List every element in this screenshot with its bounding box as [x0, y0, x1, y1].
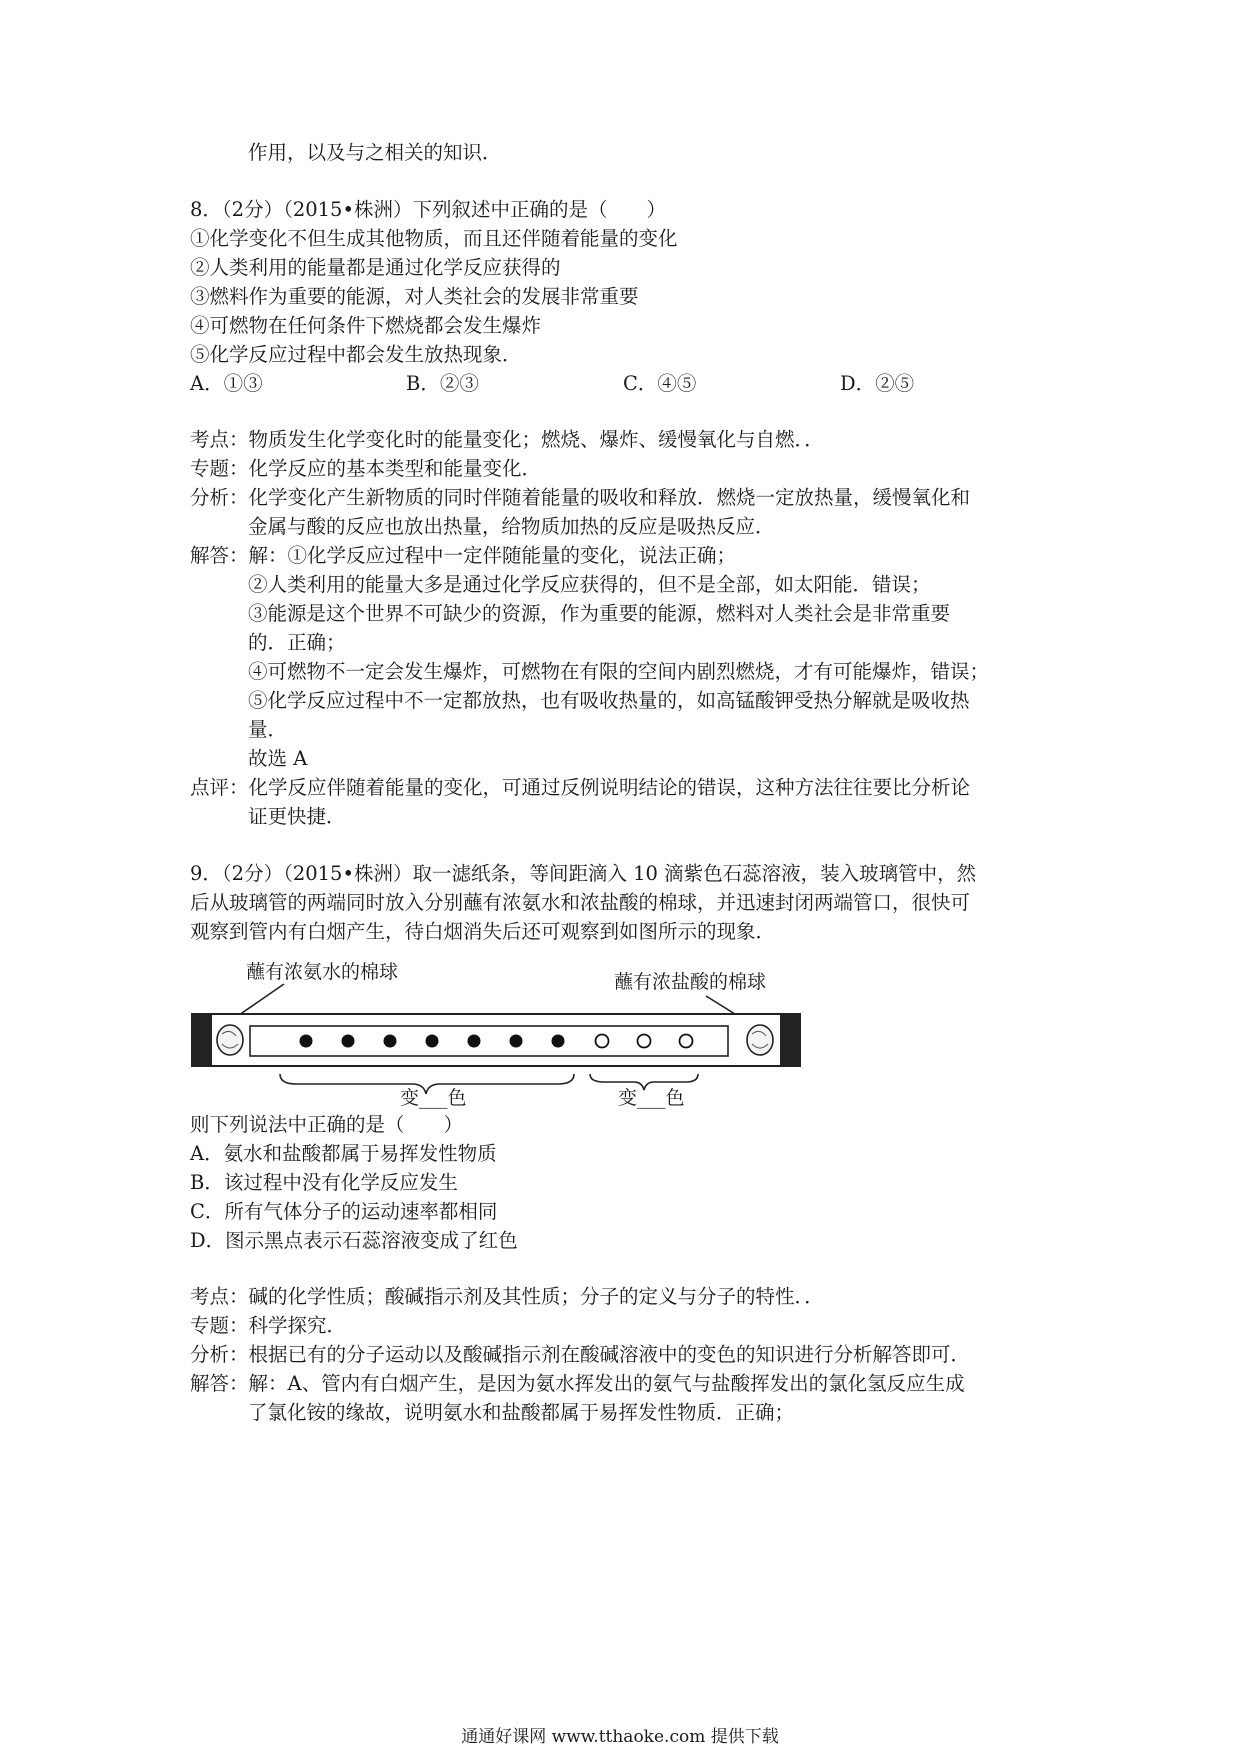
glass-tube-figure: [186, 952, 826, 1112]
q8-jieda-line-2: ②人类利用的能量大多是通过化学反应获得的，但不是全部，如太阳能．错误；: [248, 573, 931, 596]
right-cotton-ball: [747, 1025, 773, 1055]
left-cotton-label: 蘸有浓氨水的棉球: [246, 961, 399, 983]
q8-option-a: A．①③: [190, 372, 263, 395]
q8-fenxi-line-1: 分析：化学变化产生新物质的同时伴随着能量的吸收和释放．燃烧一定放热量，缓慢氧化和: [190, 486, 971, 509]
right-brace-label: 变___色: [618, 1087, 685, 1109]
q8-stem: 8．（2分）（2015•株洲）下列叙述中正确的是（ ）: [190, 198, 666, 221]
white-dot: [596, 1035, 609, 1048]
white-dot: [680, 1035, 693, 1048]
q8-item-2: ②人类利用的能量都是通过化学反应获得的: [190, 256, 561, 279]
q8-option-c: C．④⑤: [623, 372, 697, 395]
q8-option-d: D．②⑤: [840, 372, 915, 395]
q9-stem-line-2: 后从玻璃管的两端同时放入分别蘸有浓氨水和浓盐酸的棉球，并迅速封闭两端管口，很快可: [190, 891, 971, 914]
q9-zhuanti: 专题：科学探究．: [190, 1314, 347, 1337]
right-cotton-label: 蘸有浓盐酸的棉球: [614, 971, 767, 993]
q8-jieda-line-3: ③能源是这个世界不可缺少的资源，作为重要的能源，燃料对人类社会是非常重要: [248, 602, 951, 625]
left-cotton-ball: [217, 1025, 243, 1055]
right-end-cap: [780, 1014, 800, 1066]
q9-jieda-line-1: 解答：解：A、管内有白烟产生，是因为氨水挥发出的氨气与盐酸挥发出的氯化氢反应生成: [190, 1372, 965, 1395]
q8-jieda-line-7: 量．: [248, 718, 288, 741]
q9-option-a: A．氨水和盐酸都属于易挥发性物质: [190, 1142, 497, 1165]
left-brace-label: 变___色: [400, 1087, 467, 1109]
q8-jieda-line-5: ④可燃物不一定会发生爆炸，可燃物在有限的空间内剧烈燃烧，才有可能爆炸，错误；: [248, 660, 990, 683]
black-dot: [300, 1035, 313, 1048]
q8-fenxi-line-2: 金属与酸的反应也放出热量，给物质加热的反应是吸热反应．: [248, 515, 775, 538]
black-dot: [552, 1035, 565, 1048]
q9-option-b: B．该过程中没有化学反应发生: [190, 1171, 458, 1194]
q8-item-1: ①化学变化不但生成其他物质，而且还伴随着能量的变化: [190, 227, 678, 250]
black-dot: [510, 1035, 523, 1048]
q9-question: 则下列说法中正确的是（ ）: [190, 1113, 464, 1136]
black-dot: [426, 1035, 439, 1048]
q8-item-5: ⑤化学反应过程中都会发生放热现象．: [190, 343, 522, 366]
q8-dianping-line-2: 证更快捷．: [248, 805, 346, 828]
q8-item-3: ③燃料作为重要的能源，对人类社会的发展非常重要: [190, 285, 639, 308]
continuation-line: 作用，以及与之相关的知识．: [248, 141, 502, 164]
filter-paper-strip: [250, 1026, 728, 1056]
q9-stem-line-3: 观察到管内有白烟产生，待白烟消失后还可观察到如图所示的现象．: [190, 920, 776, 943]
q9-option-d: D．图示黑点表示石蕊溶液变成了红色: [190, 1229, 518, 1252]
q9-option-c: C．所有气体分子的运动速率都相同: [190, 1200, 498, 1223]
q8-kaodian: 考点：物质发生化学变化时的能量变化；燃烧、爆炸、缓慢氧化与自燃．．: [190, 428, 824, 451]
q9-kaodian: 考点：碱的化学性质；酸碱指示剂及其性质；分子的定义与分子的特性．．: [190, 1285, 824, 1308]
q8-dianping-line-1: 点评：化学反应伴随着能量的变化，可通过反例说明结论的错误，这种方法往往要比分析论: [190, 776, 971, 799]
q9-stem-line-1: 9．（2分）（2015•株洲）取一滤纸条，等间距滴入 10 滴紫色石蕊溶液，装入玻璃管中，然: [190, 862, 977, 885]
black-dot: [384, 1035, 397, 1048]
q8-jieda-line-8: 故选 A: [248, 747, 308, 770]
q9-fenxi: 分析：根据已有的分子运动以及酸碱指示剂在酸碱溶液中的变色的知识进行分析解答即可．: [190, 1343, 971, 1366]
page-footer: 通通好课网 www.tthaoke.com 提供下载: [461, 1727, 779, 1747]
q9-jieda-line-2: 了氯化铵的缘故，说明氨水和盐酸都属于易挥发性物质．正确；: [248, 1401, 795, 1424]
q8-jieda-line-6: ⑤化学反应过程中不一定都放热，也有吸收热量的，如高锰酸钾受热分解就是吸收热: [248, 689, 970, 712]
q8-zhuanti: 专题：化学反应的基本类型和能量变化．: [190, 457, 542, 480]
left-end-cap: [192, 1014, 212, 1066]
q8-jieda-line-1: 解答：解：①化学反应过程中一定伴随能量的变化，说法正确；: [190, 544, 737, 567]
white-dot: [638, 1035, 651, 1048]
q8-jieda-line-4: 的．正确；: [248, 631, 346, 654]
black-dot: [342, 1035, 355, 1048]
q8-option-b: B．②③: [406, 372, 479, 395]
q8-item-4: ④可燃物在任何条件下燃烧都会发生爆炸: [190, 314, 542, 337]
black-dot: [468, 1035, 481, 1048]
